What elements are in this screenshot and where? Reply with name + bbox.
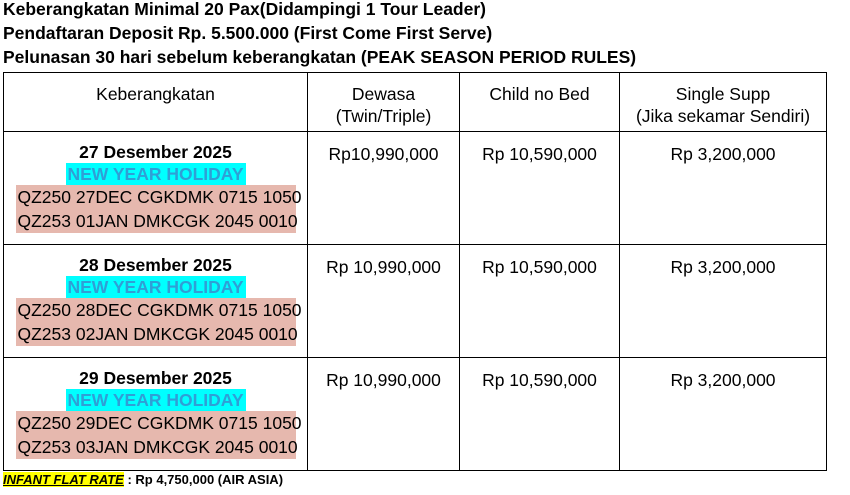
col-header-child bbox=[460, 73, 620, 132]
table-row bbox=[4, 245, 827, 358]
departure-cell bbox=[4, 245, 308, 358]
outbound-flight: QZ250 29DEC CGKDMK 0715 1050 bbox=[17, 413, 302, 433]
single-supp-price: Rp 3,200,000 bbox=[620, 132, 827, 245]
child-price: Rp 10,590,000 bbox=[460, 132, 620, 245]
col-header-adult-sublabel: (Twin/Triple) bbox=[335, 106, 432, 126]
col-header-adult-label: Dewasa bbox=[351, 84, 416, 104]
departure-date: 27 Desember 2025 bbox=[79, 142, 232, 162]
adult-price: Rp 10,990,000 bbox=[308, 358, 460, 471]
outbound-flight: QZ250 27DEC CGKDMK 0715 1050 bbox=[17, 187, 302, 207]
col-header-single-sublabel: (Jika sekamar Sendiri) bbox=[635, 106, 811, 126]
infant-rate-note bbox=[3, 471, 283, 489]
adult-price: Rp10,990,000 bbox=[308, 132, 460, 245]
table-row bbox=[4, 132, 827, 245]
return-flight: QZ253 02JAN DMKCGK 2045 0010 bbox=[17, 324, 298, 344]
outbound-flight: QZ250 28DEC CGKDMK 0715 1050 bbox=[17, 300, 302, 320]
infant-rate-label: INFANT FLAT RATE bbox=[3, 472, 124, 487]
return-flight: QZ253 03JAN DMKCGK 2045 0010 bbox=[17, 437, 298, 457]
table-row bbox=[4, 358, 827, 471]
child-price: Rp 10,590,000 bbox=[460, 358, 620, 471]
single-supp-price: Rp 3,200,000 bbox=[620, 358, 827, 471]
col-header-single-label: Single Supp bbox=[675, 84, 771, 104]
col-header-departure-label: Keberangkatan bbox=[96, 84, 215, 104]
header-deposit: Pendaftaran Deposit Rp. 5.500.000 (First Come First Serve) bbox=[3, 23, 493, 43]
holiday-badge: NEW YEAR HOLIDAY bbox=[67, 390, 244, 410]
departure-cell bbox=[4, 358, 308, 471]
col-header-departure bbox=[4, 73, 308, 132]
col-header-adult bbox=[308, 73, 460, 132]
col-header-child-label: Child no Bed bbox=[489, 84, 590, 104]
table-header-row bbox=[4, 73, 827, 132]
departure-date: 28 Desember 2025 bbox=[79, 255, 232, 275]
header-payment-rule: Pelunasan 30 hari sebelum keberangkatan (PEAK SEASON PERIOD RULES) bbox=[3, 47, 637, 67]
departure-date: 29 Desember 2025 bbox=[79, 368, 232, 388]
fare-table bbox=[3, 72, 827, 471]
infant-rate-value: : Rp 4,750,000 (AIR ASIA) bbox=[123, 472, 284, 487]
single-supp-price: Rp 3,200,000 bbox=[620, 245, 827, 358]
return-flight: QZ253 01JAN DMKCGK 2045 0010 bbox=[17, 211, 298, 231]
child-price: Rp 10,590,000 bbox=[460, 245, 620, 358]
holiday-badge: NEW YEAR HOLIDAY bbox=[67, 164, 244, 184]
header-min-pax: Keberangkatan Minimal 20 Pax(Didampingi 1 Tour Leader) bbox=[3, 0, 486, 19]
col-header-single bbox=[620, 73, 827, 132]
holiday-badge: NEW YEAR HOLIDAY bbox=[67, 277, 244, 297]
adult-price: Rp 10,990,000 bbox=[308, 245, 460, 358]
departure-cell bbox=[4, 132, 308, 245]
